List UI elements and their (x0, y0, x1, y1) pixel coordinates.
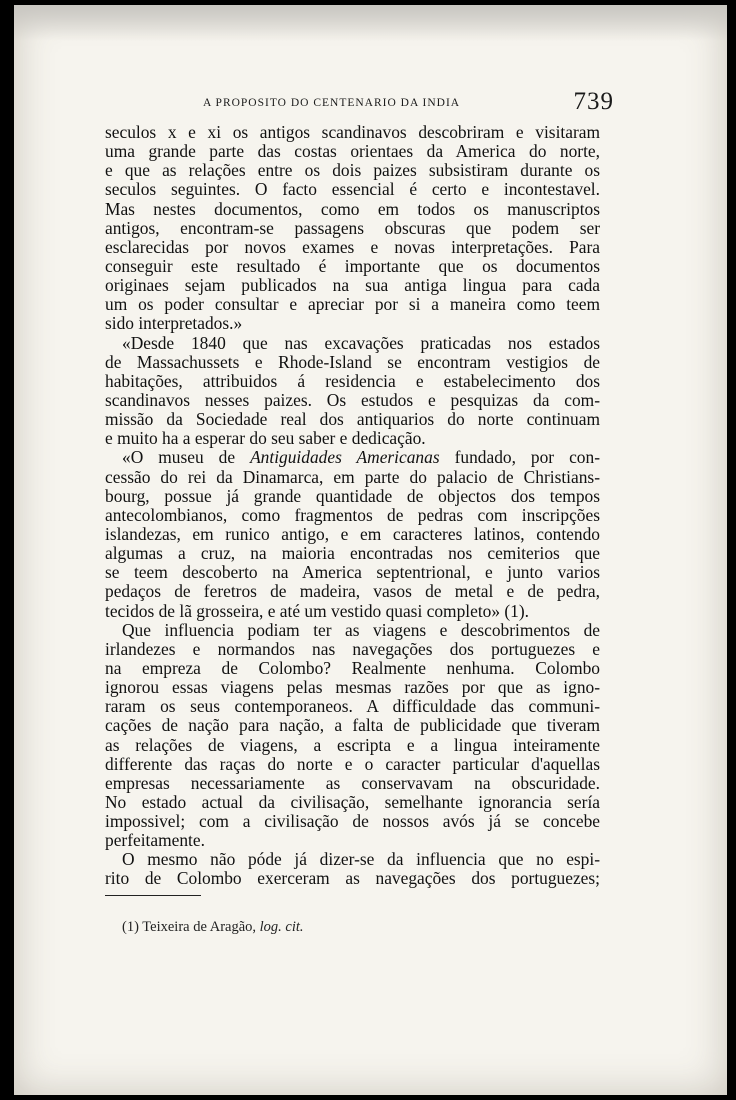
text-line: e muito ha a esperar do seu saber e dedicação. (105, 428, 426, 449)
text-line: «Desde 1840 que nas excavações praticadas nos estados (122, 332, 600, 353)
footnote-marker: (1) (122, 919, 139, 935)
text-line: impossivel; com a civilisação de nossos avós já se concebe (105, 811, 600, 832)
text-line: seculos x e xi os antigos scandinavos descobriram e visitaram (105, 122, 600, 142)
text-line: uma grande parte das costas orientaes da America do norte, (105, 141, 600, 162)
page-number: 739 (573, 88, 614, 115)
text-line: irlandezes e normandos nas navegações dos portuguezes e (105, 638, 600, 659)
text-line: cessão do rei da Dinamarca, em parte do palacio de Christians- (105, 466, 600, 487)
text-line: rito de Colombo exerceram as navegações dos portuguezes; (105, 868, 600, 889)
text-line: differente das raças do norte e o caracter particular d'aquellas (105, 753, 600, 774)
text-line: habitações, attribuidos á residencia e estabelecimento dos (105, 370, 600, 391)
text-line: scandinavos nesses paizes. Os estudos e pesquizas da com- (105, 389, 600, 410)
text-line: e que as relações entre os dois paizes subsistiram durante os (105, 160, 600, 181)
text-line: Que influencia podiam ter as viagens e descobrimentos de (122, 619, 600, 640)
text-line: empresas necessariamente as conservavam na obscuridade. (105, 772, 600, 793)
text-line: No estado actual da civilisação, semelhante ignorancia sería (105, 791, 600, 812)
text-line: cações de nação para nação, a falta de publicidade que tiveram (105, 715, 600, 736)
text-line-museum (105, 448, 600, 467)
text-line: tecidos de lã grosseira, e até um vestido quasi completo» (1). (105, 600, 530, 621)
footnote-rule (105, 895, 201, 896)
text-line: pedaços de feretros de madeira, vasos de metal e de pedra, (105, 581, 600, 602)
museum-title: Antiguidades Americanas (250, 447, 440, 468)
text-line: algumas a cruz, na maioria encontradas nos cemiterios que (105, 543, 600, 564)
text-line: islandezas, em runico antigo, e em caracteres latinos, contendo (105, 523, 600, 544)
text-line: missão da Sociedade real dos antiquarios do norte continuam (105, 409, 600, 430)
text-line: esclarecidas por novos exames e novas interpretações. Para (105, 236, 600, 257)
text-line: perfeitamente. (105, 830, 205, 851)
text-line: originaes sejam publicados na sua antiga lingua para cada (105, 275, 600, 296)
body-text (105, 123, 600, 889)
text-line: seculos seguintes. O facto essencial é certo e incontestavel. (105, 179, 600, 200)
museum-after: fundado, por con- (454, 447, 600, 468)
footnote-author: Teixeira de Aragão, (142, 919, 257, 935)
text-line: antecolombianos, como fragmentos de pedras com inscripções (105, 504, 600, 525)
text-line: antigos, encontram-se passagens obscuras que podem ser (105, 217, 600, 238)
page-header (117, 82, 614, 122)
text-line: as relações de viagens, a escripta e a lingua inteiramente (105, 734, 600, 755)
footnote-ref: log. cit. (259, 919, 304, 935)
text-line: um os poder consultar e apreciar por si a maneira como teem (105, 294, 600, 315)
text-line: bourg, possue já grande quantidade de objectos dos tempos (105, 485, 600, 506)
text-line: raram os seus contemporaneos. A difficuldade das communi- (105, 696, 600, 717)
text-line: O mesmo não póde já dizer-se da influencia que no espi- (122, 849, 600, 870)
text-line: sido interpretados.» (105, 313, 243, 334)
text-line: ignorou essas viagens pelas mesmas razões por que as igno- (105, 677, 600, 698)
museum-lead: «O museu de (122, 447, 236, 468)
text-line: Mas nestes documentos, como em todos os manuscriptos (105, 198, 600, 219)
footnote (122, 919, 304, 936)
text-line: se teem descoberto na America septentrional, e junto varios (105, 562, 600, 583)
text-line: na empreza de Colombo? Realmente nenhuma. Colombo (105, 657, 600, 678)
text-line: conseguir este resultado é importante que os documentos (105, 255, 600, 276)
text-line: de Massachussets e Rhode-Island se encontram vestigios de (105, 351, 600, 372)
running-title: A PROPOSITO DO CENTENARIO DA INDIA (203, 97, 461, 109)
